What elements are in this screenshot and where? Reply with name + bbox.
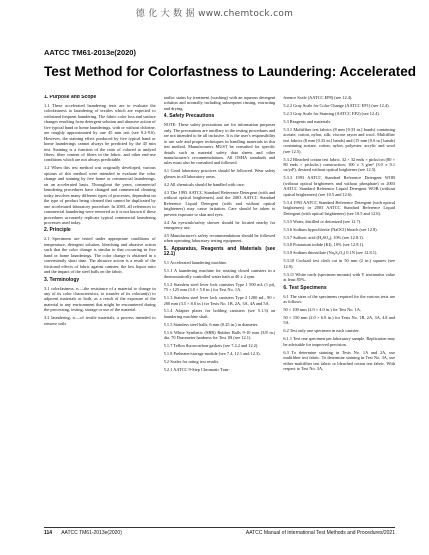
paragraph: 6.1.1 Test one specimen per laboratory sample. Replication may be advisable for improved precision. bbox=[283, 336, 396, 347]
paragraph: 4.2 All chemicals should be handled with care. bbox=[163, 181, 245, 187]
paragraph: 5.3.6 Sodium hypochlorite (NaOCl) bleach (see 12.8). bbox=[283, 226, 378, 232]
paragraph: 5.3.8 Potassium iodide (KI), 10% (see 12.8.1). bbox=[283, 242, 365, 248]
paragraph: 5.1.8 Preheater/storage module (see 7.4, 12.1 and 12.3). bbox=[163, 351, 261, 357]
section-heading: 2. Principle bbox=[44, 227, 71, 234]
paragraph: 4.5 Manufacturer's safety recommendations should be followed when operating laboratory testing equipment. bbox=[163, 232, 276, 244]
paragraph: 5.1.3 Stainless steel lever lock canisters Type 2 1200 mL, 90 × 200 mm (3.5 × 8.0 in.) for Tests No. 1B, 2A, 3A, 4A and 5A. bbox=[163, 295, 276, 306]
column-1 bbox=[44, 95, 156, 525]
page-number: 114 bbox=[44, 530, 53, 536]
paragraph: 5.1.2 Stainless steel lever lock canisters Type 1 500 mL (1 pt), 75 × 125 mm (3.0 × 5.0 in.) for Test No. 1A. bbox=[163, 281, 276, 293]
paragraph: 1.2 When this test method was originally developed, various options of this method were intended to evaluate the color change and staining by five home or commercial launderings, on an accelerated basis. Throughout the years, commercial laundering procedures have changed and commercial cleaning today involves many different types of processes, dependent on the type of product being cleaned that cannot be duplicated by one accelerated laboratory procedure. In 2003, all references to commercial laundering were removed as it is not known if these procedures accurately replicate typical commercial laundering processes used today. bbox=[44, 165, 156, 225]
paragraph: 5.2.3 Gray Scale for Staining (AATCC EP2) (see 12.4). bbox=[283, 110, 380, 116]
footer-standard: AATCC TM61-2013e(2020) bbox=[61, 530, 122, 536]
paragraph: and/or stains by treatment (washing) with an aqueous detergent solution and normally including subsequent rinsing, extracting and drying. bbox=[163, 95, 276, 111]
paragraph: 5.3.10 Cocktail test cloth cut in 50 mm (2 in.) squares (see 12.9). bbox=[283, 258, 396, 269]
paragraph: 50 × 100 mm (2.0 × 4.0 in.) for Test No. 1A, bbox=[283, 307, 361, 313]
paragraph: 5.2.1 AATCC 9-Step Chromatic Tran- bbox=[163, 367, 230, 373]
paragraph: NOTE: These safety precautions are for information purposes only. The precautions are ancillary to the testing procedures and are not intended to be all inclusive. It is the user's responsibility to use safe and proper techniques in handling materials in this test method. Manufacturers MUST be consulted for specific details such as material safety data sheets and other manufacturer's recommendations. All OSHA standards and rules must also be consulted and followed. bbox=[163, 122, 276, 166]
paragraph: 5.3.1 Multifiber test fabrics (8 mm [0.33 in.] bands) containing acetate, cotton, nylon, silk, viscose rayon and wool. Multifiber test fabrics (8 mm [0.33 in.] bands) and (15 mm [0.6 in.] bands) containing acetate, cotton, nylon, polyester, acrylic and wool (see 12.5). bbox=[283, 126, 396, 154]
paragraph: 5.2.2 Gray Scale for Color Change (AATCC EP1) (see 12.4). bbox=[283, 102, 390, 108]
paragraph: 6.1 The sizes of the specimens required for the various tests are as follows: bbox=[283, 293, 396, 305]
standard-number: AATCC TM61-2013e(2020) bbox=[44, 48, 136, 57]
paragraph: 5.3.11 White cards (specimen mounts) with Y tristimulus value at least 85%. bbox=[283, 271, 396, 283]
section-heading: 3. Terminology bbox=[44, 276, 80, 283]
paragraph: 5.3 Reagents and materials. bbox=[283, 118, 332, 124]
paragraph: 2.1 Specimens are tested under appropriate conditions of temperature, detergent solution, bleaching and abrasive action such that the color change is similar to that occurring in five hand or home launderings. The color change is obtained in a conveniently short time. The abrasive action is a result of the frictional effects of fabric against canister, the low liquor ratio and the impact of the steel balls on the fabric. bbox=[44, 236, 156, 275]
watermark: 德 化 大 数 据 www.chemtock.com bbox=[135, 9, 294, 19]
footer-left bbox=[44, 530, 130, 536]
paragraph: 5.3.9 Sodium thiosulfate (Na₂S₂O₃) 0.1N (see 12.8.1). bbox=[283, 250, 378, 256]
paragraph: 5.1.1 A laundering machine for rotating closed canisters in a thermostatically controlled water bath at 40 ± 2 rpm. bbox=[163, 268, 276, 279]
paragraph: 5.3.7 Sulfuric acid (H₂SO₄), 10% (see 12.8.1). bbox=[283, 234, 364, 240]
paragraph: 5.1.7 Teflon fluorocarbon gaskets (see 7.4.2 and 12.2). bbox=[163, 343, 259, 349]
paragraph: 1.1 These accelerated laundering tests are to evaluate the colorfastness to laundering of textiles which are expected to withstand frequent laundering. The fabric color loss and surface changes resulting from detergent solution and abrasive action of five typical hand or home launderings, with or without chlorine, are roughly approximated by one 45 min test (see 9.2-9.6). However, the staining effect produced by five typical hand or home launderings cannot always be predicted by the 45 min test. Staining is a function of the ratio of colored to undyed fibers, fiber content of fibers in the fabric, and other end-use conditions which are not always predictable. bbox=[44, 102, 156, 163]
paragraph: 5.1 Accelerated laundering machine. bbox=[163, 260, 228, 266]
paragraph: 5.2 Scales for rating test results. bbox=[163, 359, 220, 365]
paragraph: 4.4 An eyewash/safety shower should be located nearby for emergency use. bbox=[163, 219, 276, 231]
paragraph: 5.1.6 White Synthetic (SBR) Rubber Balls 9-10 mm (3/8 in.) dia. 70 Durometer hardness for Test 1B (see 12.1). bbox=[163, 329, 276, 341]
body-columns bbox=[44, 95, 395, 525]
paragraph: 5.3.5 Water, distilled or deionized (see 12.7). bbox=[283, 218, 362, 224]
section-heading: 4. Safety Precautions bbox=[163, 113, 215, 120]
paragraph: 5.3.3 1993 AATCC Standard Reference Detergent WOB (without optical brighteners and without phosphate) or 2003 AATCC Standard Reference Liquid Detergent WOB (without optical brighteners) (see 10.5 and 12.6). bbox=[283, 175, 396, 197]
footer-manual: AATCC Manual of International Test Methods and Procedures/2021 bbox=[245, 530, 395, 536]
paragraph: 50 × 150 mm (2.0 × 6.0 in.) for Tests No. 1B, 2A, 3A, 4A and 5A. bbox=[283, 315, 396, 326]
paragraph: 5.3.4 1993 AATCC Standard Reference Detergent (with optical brighteners) or 2003 AATCC Standard Reference Liquid Detergent (with optical brighteners) (see 10.5 and 12.6). bbox=[283, 199, 396, 216]
column-3 bbox=[283, 95, 395, 525]
paragraph: 4.1 Good laboratory practices should be followed. Wear safety glasses in all laboratory areas. bbox=[163, 168, 276, 179]
paragraph: 3.1 colorfastness, n.—the resistance of a material to change in any of its color characteristics, to transfer of its colorant(s) to adjacent materials or both, as a result of the exposure of the material to any environment that might be encountered during the processing, testing, storage or use of the material. bbox=[44, 285, 156, 313]
section-heading: 5. Apparatus, Reagents and Materials (see 12.1) bbox=[163, 245, 276, 258]
paragraph: 4.3 The 1993 AATCC Standard Reference Detergent (with and without optical brighteners) and the 2003 AATCC Standard Reference Liquid Detergent (with and without optical brighteners) may cause irritation. Care should be taken to prevent exposure to skin and eyes. bbox=[163, 189, 276, 217]
paragraph: 3.2 laundering, n.—of textile materials, a process intended to remove soils bbox=[44, 315, 156, 326]
section-heading: 6. Test Specimens bbox=[283, 284, 327, 291]
page-title: Test Method for Colorfastness to Laundering: Accelerated bbox=[44, 64, 417, 79]
page-footer bbox=[44, 527, 395, 536]
paragraph: 5.1.4 Adapter plates for holding canisters (see 5.1.3) on laundering machine shaft. bbox=[163, 308, 276, 319]
paragraph: 6.3 To determine staining in Tests No. 1A and 2A, use multifiber test fabric. To determine staining in Test No. 3A, use either multifiber test fabric or bleached cotton test fabric. With respect to Test No. 3A, bbox=[283, 349, 396, 372]
paragraph: 5.1.5 Stainless steel balls, 6 mm (0.25 in.) in diameter. bbox=[163, 321, 259, 327]
paragraph: 5.3.2 Bleached cotton test fabric, 32 × 32 ends × picks/cm (80 × 80 ends × picks/in.) construction; 100 ± 3 g/m² (3.0 ± 0.1 oz/yd²), desized without optical brightener (see 12.5). bbox=[283, 156, 396, 173]
paragraph: ference Scale (AATCC EP8) (see 12.4). bbox=[283, 95, 353, 100]
paragraph: 6.2 Test only one specimen in each canister. bbox=[283, 328, 360, 334]
section-heading: 1. Purpose and Scope bbox=[44, 95, 97, 100]
column-2 bbox=[164, 95, 276, 525]
